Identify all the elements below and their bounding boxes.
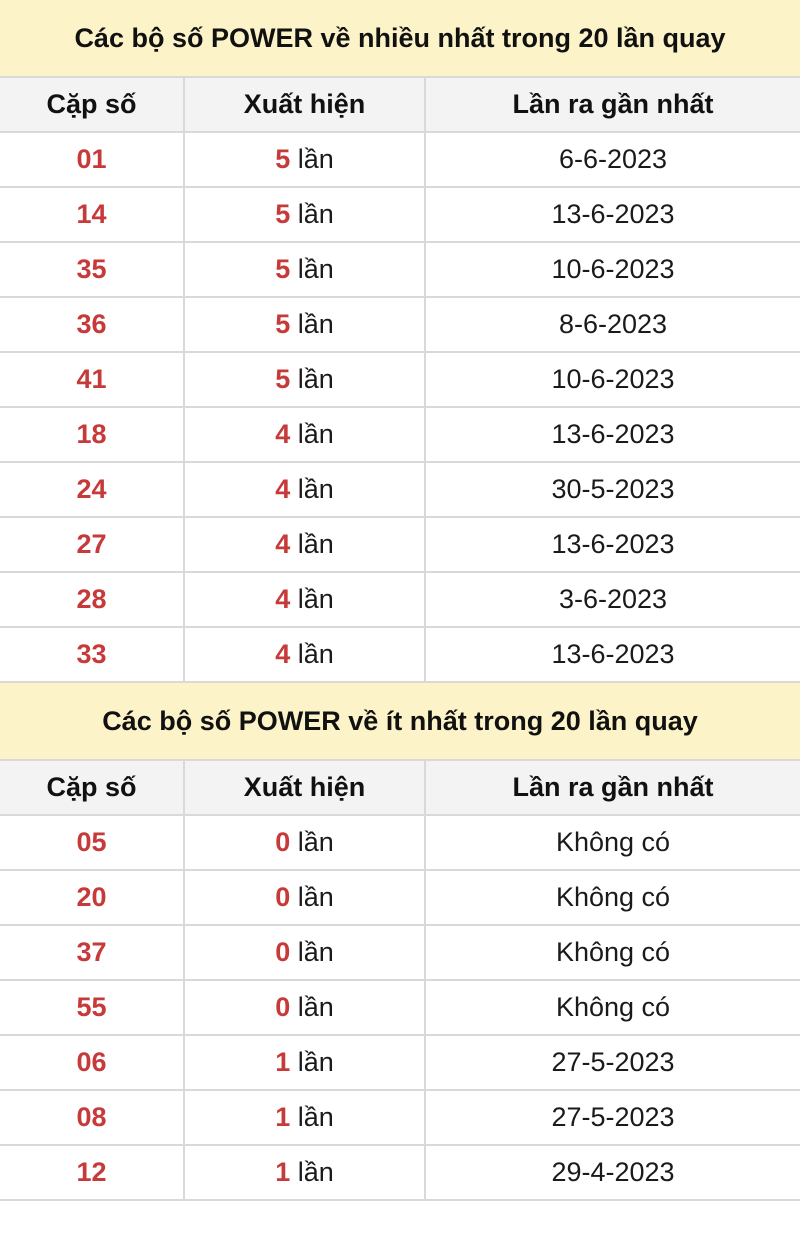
appearance-cell [184,462,425,517]
appearance-count: 1 [275,1047,291,1077]
last-drawn-cell: 27-5-2023 [425,1090,800,1145]
appearance-unit: lần [297,1157,334,1187]
appearance-cell [184,572,425,627]
appearance-unit: lần [297,199,334,229]
appearance-count: 5 [275,199,291,229]
least-frequent-table-body [0,815,800,1200]
appearance-count: 0 [275,827,291,857]
appearance-count: 4 [275,639,291,669]
number-pair-cell: 12 [0,1145,184,1200]
appearance-cell [184,132,425,187]
last-drawn-cell: 6-6-2023 [425,132,800,187]
last-drawn-cell: 3-6-2023 [425,572,800,627]
appearance-count: 4 [275,474,291,504]
table-row [0,352,800,407]
appearance-count: 0 [275,882,291,912]
number-pair-cell: 20 [0,870,184,925]
appearance-cell [184,870,425,925]
appearance-cell [184,815,425,870]
column-header-pair: Cặp số [0,760,184,815]
number-pair-cell: 55 [0,980,184,1035]
appearance-count: 0 [275,937,291,967]
number-pair-cell: 05 [0,815,184,870]
appearance-unit: lần [297,254,334,284]
appearance-count: 4 [275,419,291,449]
appearance-cell [184,297,425,352]
table-row [0,925,800,980]
appearance-unit: lần [297,309,334,339]
appearance-unit: lần [297,144,334,174]
appearance-unit: lần [297,584,334,614]
table-row [0,517,800,572]
appearance-count: 1 [275,1102,291,1132]
appearance-unit: lần [297,364,334,394]
last-drawn-cell: Không có [425,925,800,980]
number-pair-cell: 06 [0,1035,184,1090]
last-drawn-cell: Không có [425,815,800,870]
table-row [0,132,800,187]
appearance-cell [184,352,425,407]
most-frequent-table [0,76,800,683]
appearance-cell [184,980,425,1035]
last-drawn-cell: 13-6-2023 [425,517,800,572]
table-row [0,297,800,352]
appearance-unit: lần [297,992,334,1022]
last-drawn-cell: 30-5-2023 [425,462,800,517]
least-frequent-section [0,683,800,1201]
appearance-cell [184,925,425,980]
number-pair-cell: 14 [0,187,184,242]
table-row [0,627,800,682]
appearance-unit: lần [297,529,334,559]
least-frequent-table [0,759,800,1201]
appearance-unit: lần [297,419,334,449]
appearance-unit: lần [297,882,334,912]
appearance-cell [184,187,425,242]
last-drawn-cell: 27-5-2023 [425,1035,800,1090]
appearance-unit: lần [297,639,334,669]
appearance-unit: lần [297,1047,334,1077]
number-pair-cell: 24 [0,462,184,517]
last-drawn-cell: Không có [425,870,800,925]
table-header-row [0,760,800,815]
column-header-last-drawn: Lần ra gần nhất [425,77,800,132]
appearance-unit: lần [297,1102,334,1132]
number-pair-cell: 36 [0,297,184,352]
appearance-cell [184,517,425,572]
appearance-cell [184,1035,425,1090]
number-pair-cell: 08 [0,1090,184,1145]
table-row [0,1145,800,1200]
appearance-count: 4 [275,584,291,614]
appearance-cell [184,1090,425,1145]
table-row [0,572,800,627]
table-row [0,980,800,1035]
appearance-count: 4 [275,529,291,559]
last-drawn-cell: 8-6-2023 [425,297,800,352]
last-drawn-cell: 13-6-2023 [425,627,800,682]
table-row [0,407,800,462]
table-header-row [0,77,800,132]
last-drawn-cell: 10-6-2023 [425,352,800,407]
table-row [0,815,800,870]
table-row [0,1035,800,1090]
table-row [0,462,800,517]
appearance-cell [184,627,425,682]
column-header-appearances: Xuất hiện [184,77,425,132]
number-pair-cell: 35 [0,242,184,297]
most-frequent-table-body [0,132,800,682]
table-row [0,1090,800,1145]
appearance-count: 5 [275,309,291,339]
table-row [0,870,800,925]
appearance-cell [184,1145,425,1200]
number-pair-cell: 28 [0,572,184,627]
appearance-cell [184,407,425,462]
appearance-count: 5 [275,364,291,394]
last-drawn-cell: Không có [425,980,800,1035]
appearance-count: 5 [275,254,291,284]
column-header-appearances: Xuất hiện [184,760,425,815]
appearance-unit: lần [297,937,334,967]
number-pair-cell: 18 [0,407,184,462]
appearance-count: 0 [275,992,291,1022]
table-row [0,187,800,242]
number-pair-cell: 01 [0,132,184,187]
column-header-last-drawn: Lần ra gần nhất [425,760,800,815]
column-header-pair: Cặp số [0,77,184,132]
table-row [0,242,800,297]
most-frequent-title: Các bộ số POWER về nhiều nhất trong 20 lần quay [0,0,800,76]
appearance-unit: lần [297,474,334,504]
least-frequent-title: Các bộ số POWER về ít nhất trong 20 lần quay [0,683,800,759]
number-pair-cell: 41 [0,352,184,407]
last-drawn-cell: 13-6-2023 [425,407,800,462]
last-drawn-cell: 10-6-2023 [425,242,800,297]
appearance-unit: lần [297,827,334,857]
last-drawn-cell: 13-6-2023 [425,187,800,242]
appearance-cell [184,242,425,297]
last-drawn-cell: 29-4-2023 [425,1145,800,1200]
number-pair-cell: 27 [0,517,184,572]
number-pair-cell: 37 [0,925,184,980]
number-pair-cell: 33 [0,627,184,682]
appearance-count: 1 [275,1157,291,1187]
appearance-count: 5 [275,144,291,174]
